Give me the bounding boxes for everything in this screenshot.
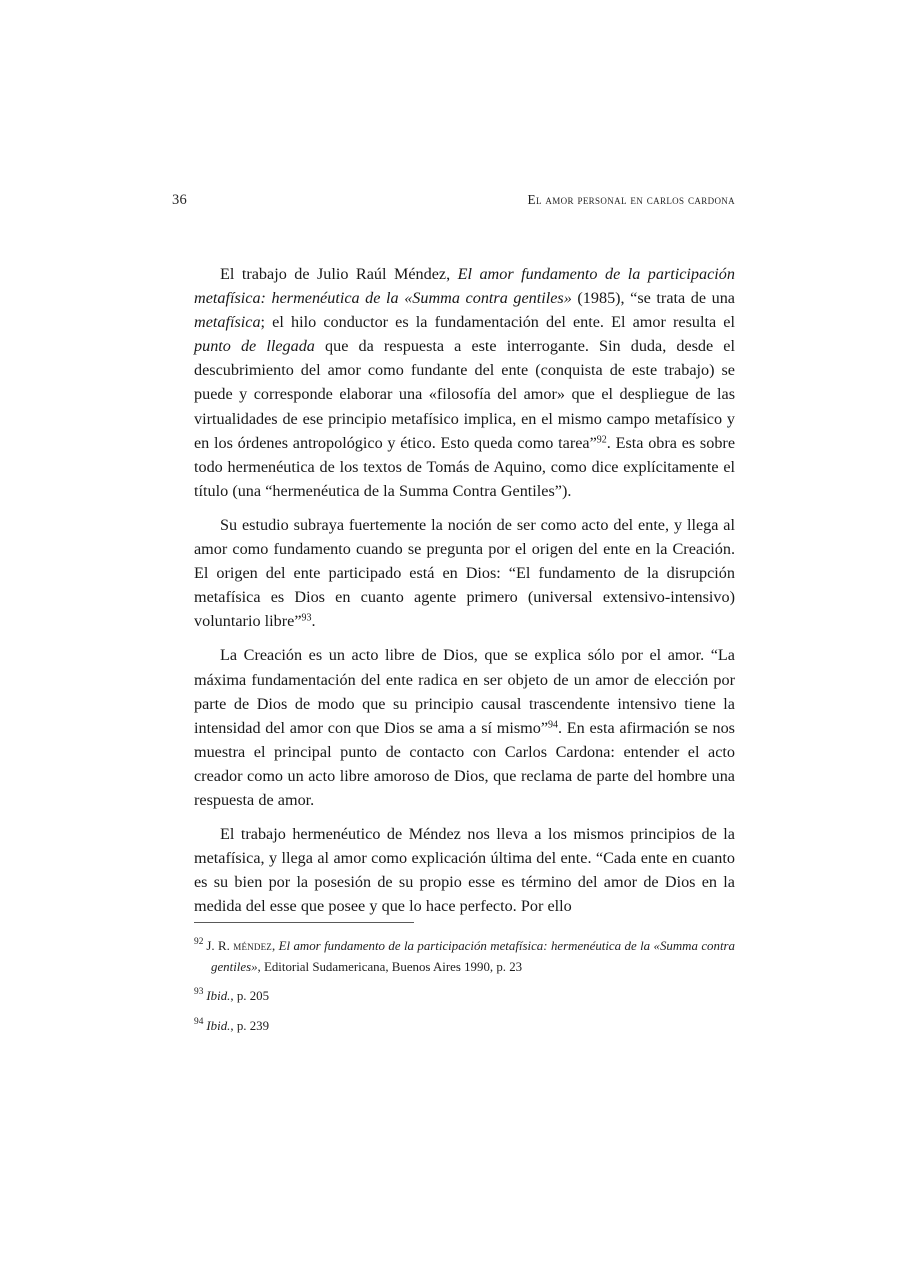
footnote-block [194, 922, 735, 1036]
footnote-94-ibid: Ibid. [206, 1018, 231, 1033]
p1-emph-metafisica: metafísica [194, 313, 261, 332]
footnote-ref-92[interactable]: 92 [596, 434, 607, 446]
footnote-93-marker: 93 [194, 987, 204, 998]
footnote-92 [194, 936, 735, 977]
p1-seg-7: que da respuesta a este interrogante. Sin duda, desde el descubrimiento del amor como fundante del ente (conquista de este trabajo) se puede y corresponde elaborar una «filosofía del amor» que el despliegue de las virtualidades de ese principio metafísico implica, en el mismo campo metafísico y en los órdenes antropológico y ético. Esto queda como tarea” [194, 337, 735, 452]
p1-emph-punto-de-llegada: punto de llegada [194, 337, 315, 356]
paragraph-3 [194, 643, 735, 812]
running-title: el amor personal en carlos cardona [527, 192, 735, 207]
page-number: 36 [172, 192, 187, 208]
p1-work-title: El amor fundamento de la participación metafísica: hermenéutica de la «Summa contra gentiles» [194, 265, 735, 308]
footnote-93-seg-2: , p. 205 [230, 989, 270, 1003]
footnote-93-ibid: Ibid. [206, 989, 231, 1003]
footnote-92-seg-3: , [271, 939, 279, 953]
p1-seg-9: . Esta obra es sobre todo hermenéutica de los textos de Tomás de Aquino, como dice explícitamente el título (una “hermenéutica de la Summa Contra Gentiles”). [194, 433, 735, 500]
body-text-block [194, 262, 735, 918]
footnote-92-seg-5: , Editorial Sudamericana, Buenos Aires 1990, p. 23 [257, 959, 523, 974]
paragraph-4 [194, 822, 735, 918]
footnote-92-marker: 92 [194, 937, 204, 948]
footnote-ref-93[interactable]: 93 [301, 612, 312, 624]
p3-seg-1: La Creación es un acto libre de Dios, que se explica sólo por el amor. “La máxima fundamentación del ente radica en ser objeto de un amor de elección por parte de Dios de modo que su principio causal trascendente intensivo tiene la intensidad del amor con que Dios se ama a sí mismo” [194, 646, 735, 737]
p1-seg-3: (1985), “se trata de una [571, 289, 735, 308]
running-head [172, 192, 735, 212]
footnote-separator-rule [194, 922, 414, 923]
footnote-92-seg-1: J. R. [206, 939, 234, 953]
paragraph-1 [194, 262, 735, 503]
footnote-92-author: méndez [233, 939, 272, 953]
p1-seg-1: El trabajo de Julio Raúl Méndez, [220, 265, 458, 283]
footnote-92-title: El amor fundamento de la participación metafísica: hermenéutica de la «Summa contra gentiles» [211, 939, 735, 974]
footnote-93 [194, 986, 735, 1007]
p3-seg-3: . En esta afirmación se nos muestra el principal punto de contacto con Carlos Cardona: entender el acto creador como un acto libre amoroso de Dios, que reclama de parte del hombre una respuesta de amor. [194, 718, 735, 809]
footnote-ref-94[interactable]: 94 [548, 719, 558, 731]
p2-seg-3: . [311, 612, 316, 631]
footnote-94-seg-2: , p. 239 [230, 1018, 270, 1033]
paragraph-2 [194, 513, 735, 633]
footnote-94 [194, 1016, 735, 1037]
p4-seg-1: El trabajo hermenéutico de Méndez nos lleva a los mismos principios de la metafísica, y llega al amor como explicación última del ente. “Cada ente en cuanto es su bien por la posesión de su propio esse es término del amor de Dios en la medida del esse que posee y que lo hace perfecto. Por ello [194, 825, 735, 916]
footnote-94-marker: 94 [194, 1016, 204, 1027]
p1-seg-5: ; el hilo conductor es la fundamentación del ente. El amor resulta el [260, 313, 735, 332]
p2-seg-1: Su estudio subraya fuertemente la noción de ser como acto del ente, y llega al amor como fundamento cuando se pregunta por el origen del ente en la Creación. El origen del ente participado está en Dios: “El fundamento de la disrupción metafísica es Dios en cuanto agente primero (universal extensivo-intensivo) voluntario libre” [194, 515, 735, 631]
